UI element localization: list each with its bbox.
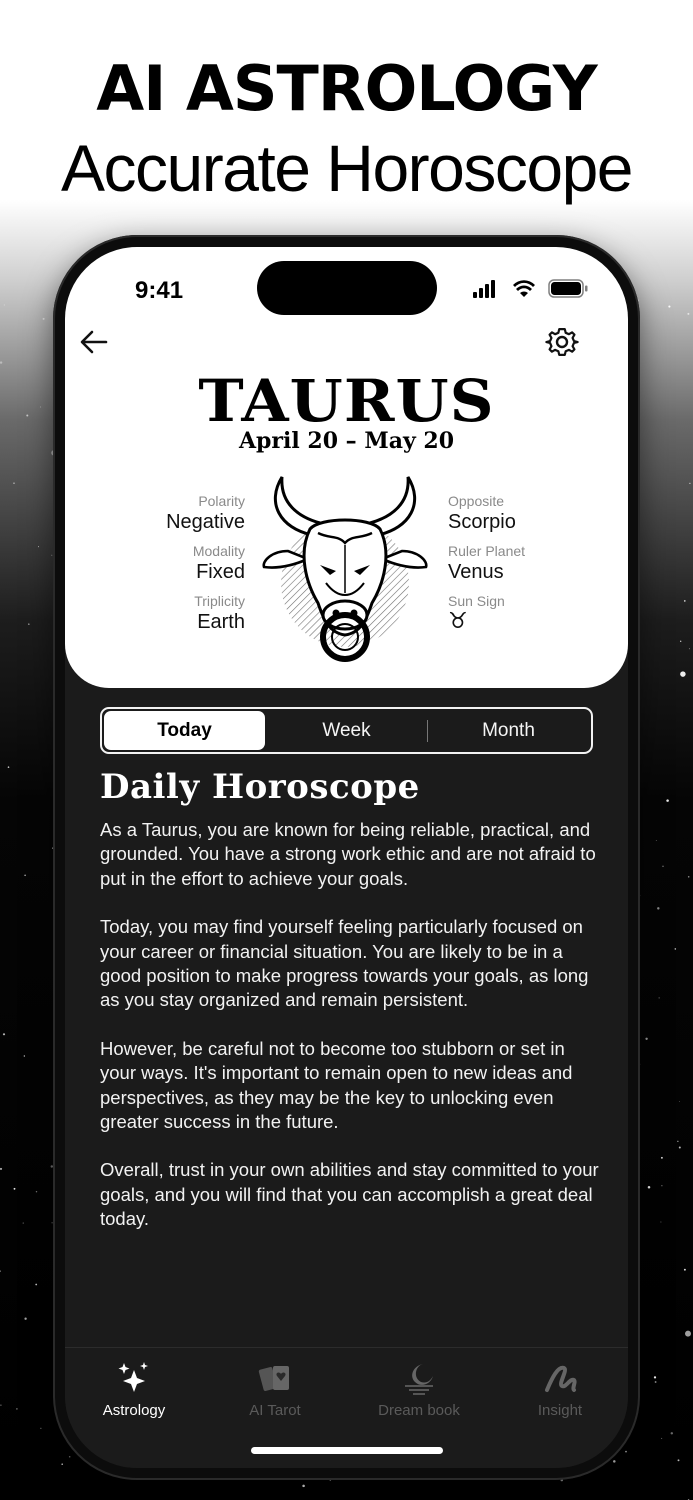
section-title: Daily Horoscope xyxy=(100,767,420,807)
attr-value: Fixed xyxy=(196,561,245,583)
promo-headline: AI ASTROLOGY xyxy=(96,52,597,125)
cellular-signal-icon xyxy=(473,280,495,298)
phone-screen xyxy=(65,247,628,1468)
tab-today[interactable]: Today xyxy=(104,711,265,750)
horoscope-paragraph: However, be careful not to become too stubborn or set in your ways. It's important to remain open to new ideas and perspectives, as they may be the key to unlocking even greater success in the future. xyxy=(100,1037,573,1133)
tarot-cards-icon xyxy=(257,1360,293,1396)
tabbar-label: Astrology xyxy=(102,1402,166,1419)
attr-label: Triplicity xyxy=(194,593,245,609)
attr-label: Modality xyxy=(192,543,245,559)
tabbar-item-ai-tarot[interactable] xyxy=(215,1360,335,1419)
horoscope-body xyxy=(100,818,600,1256)
tabbar-label: AI Tarot xyxy=(249,1402,301,1419)
tabbar-label: Insight xyxy=(537,1402,583,1419)
attr-ruler-planet xyxy=(448,543,628,584)
sign-name: TAURUS xyxy=(198,367,495,435)
tabbar-label: Dream book xyxy=(378,1402,460,1419)
attr-polarity xyxy=(65,493,245,534)
battery-icon xyxy=(549,280,588,297)
tab-month[interactable]: Month xyxy=(482,719,535,741)
tabbar-item-insight[interactable] xyxy=(500,1360,620,1419)
attr-value: Negative xyxy=(166,511,245,533)
tabbar-item-astrology[interactable] xyxy=(74,1360,194,1419)
taurus-symbol-icon: ♉ xyxy=(448,609,468,634)
period-segmented-control xyxy=(100,707,593,754)
scribble-icon xyxy=(542,1360,578,1396)
tab-week[interactable]: Week xyxy=(322,719,371,741)
attr-modality xyxy=(65,543,245,584)
attr-value: Venus xyxy=(448,561,504,583)
attr-label: Opposite xyxy=(448,493,505,509)
moon-icon xyxy=(401,1360,437,1396)
sign-dates: April 20 – May 20 xyxy=(238,428,454,454)
sign-card xyxy=(65,247,628,688)
horoscope-paragraph: Today, you may find yourself feeling particularly focused on your career or financial situation. You are likely to be in a good position to make progress towards your goals, as long as you stay organized and remain persistent. xyxy=(100,916,589,1011)
promo-subheadline: Accurate Horoscope xyxy=(61,131,632,205)
status-icons xyxy=(473,277,593,301)
horoscope-paragraph: Overall, trust in your own abilities and stay committed to your goals, and you will find that you can accomplish a great deal today. xyxy=(100,1159,599,1230)
attr-label: Sun Sign xyxy=(448,593,505,609)
gear-icon[interactable] xyxy=(545,325,579,359)
attr-triplicity xyxy=(65,593,245,634)
attr-sun-sign xyxy=(448,593,628,634)
status-time: 9:41 xyxy=(135,277,184,304)
attr-label: Polarity xyxy=(198,493,245,509)
attr-opposite xyxy=(448,493,628,534)
attr-label: Ruler Planet xyxy=(448,543,526,559)
sparkles-icon xyxy=(116,1360,152,1396)
taurus-bull-illustration xyxy=(260,473,430,665)
back-arrow-icon[interactable] xyxy=(79,327,109,357)
horoscope-paragraph: As a Taurus, you are known for being reliable, practical, and grounded. You have a strong work ethic and are not afraid to put in the effort to achieve your goals. xyxy=(100,819,596,889)
home-indicator xyxy=(251,1447,443,1454)
attr-value: Earth xyxy=(197,611,245,633)
attr-value: Scorpio xyxy=(448,511,516,533)
tabbar-item-dream-book[interactable] xyxy=(359,1360,479,1419)
wifi-icon xyxy=(513,280,535,297)
dynamic-island xyxy=(257,261,437,315)
